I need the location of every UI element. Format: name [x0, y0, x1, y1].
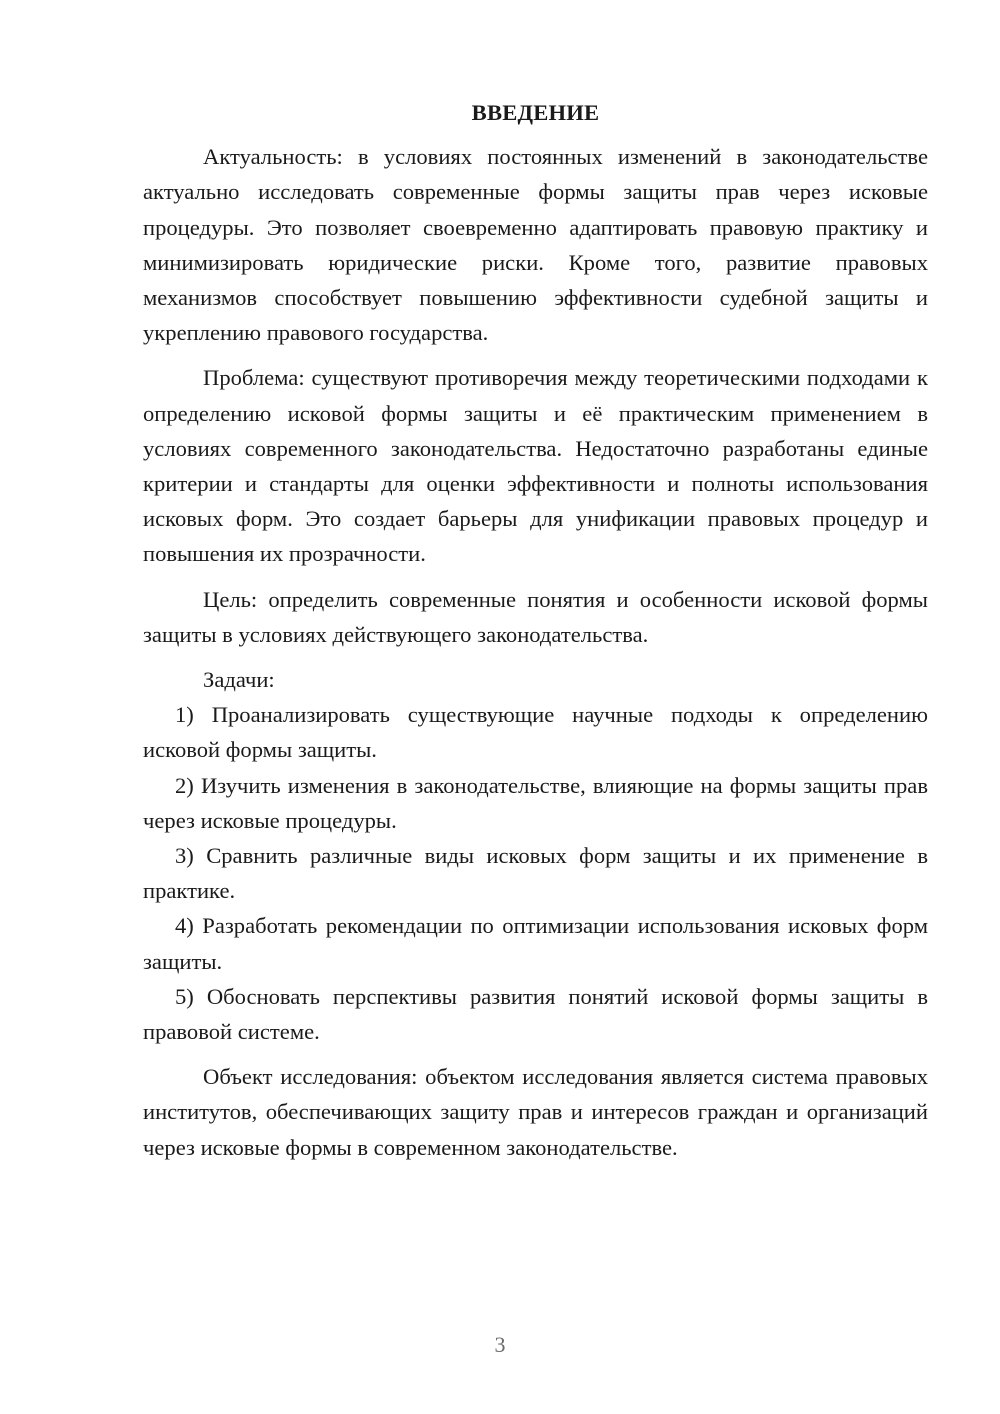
paragraph-object: Объект исследования: объектом исследования является система правовых институтов, обеспечивающих защиту прав и интересов граждан и организаций через исковые формы в современном законодательстве. — [143, 1064, 928, 1160]
task-item-2: 2) Изучить изменения в законодательстве, влияющие на формы защиты прав через исковые процедуры. — [143, 772, 928, 833]
task-item-5: 5) Обосновать перспективы развития понятий исковой формы защиты в правовой системе. — [143, 983, 928, 1045]
task-item-4: 4) Разработать рекомендации по оптимизации использования исковых форм защиты. — [143, 913, 928, 974]
paragraph-relevance: Актуальность: в условиях постоянных изменений в законодательстве актуально исследовать современные формы защиты прав через исковые процедуры. Это позволяет своевременно адаптировать правовую практику и минимизировать юридические риски. Кроме того, развитие правовых механизмов способствует повышению эффективности судебной защиты и укреплению правового государства. — [143, 144, 928, 346]
paragraph-problem: Проблема: существуют противоречия между теоретическими подходами к определению исковой формы защиты и её практическим применением в условиях современного законодательства. Недостаточно разработаны единые критерии и стандарты для оценки эффективности и полноты использования исковых форм. Это создает барьеры для унификации правовых процедур и повышения их прозрачности. — [143, 365, 928, 567]
task-item-3: 3) Сравнить различные виды исковых форм защиты и их применение в практике. — [143, 843, 928, 904]
task-item-1: 1) Проанализировать существующие научные подходы к определению исковой формы защиты. — [143, 702, 928, 763]
tasks-heading: Задачи: — [203, 667, 275, 693]
page-content — [143, 95, 928, 1165]
page-number: 3 — [494, 1332, 506, 1357]
paragraph-goal: Цель: определить современные понятия и особенности исковой формы защиты в условиях действующего законодательства. — [143, 586, 928, 647]
section-title: ВВЕДЕНИЕ — [471, 100, 600, 125]
